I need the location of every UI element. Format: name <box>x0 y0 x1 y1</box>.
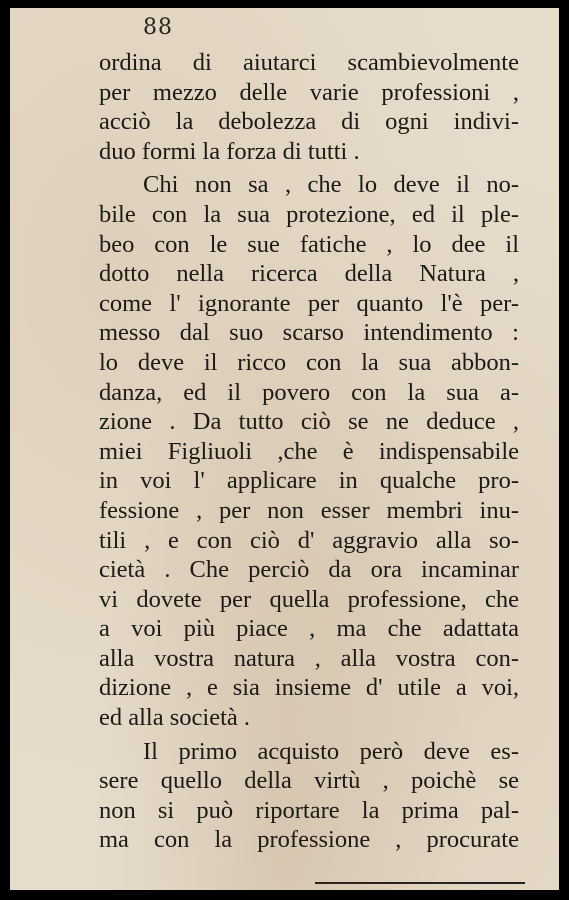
text-line: per mezzo delle varie professioni , <box>99 78 519 106</box>
book-page <box>10 8 559 890</box>
bottom-rule <box>315 882 525 884</box>
text-line: in voi l' applicare in qualche pro- <box>99 467 519 495</box>
text-line: duo formi la forza di tutti . <box>99 137 360 165</box>
text-line: dotto nella ricerca della Natura , <box>99 260 519 288</box>
paragraph-1 <box>99 48 519 166</box>
text-line: dizione , e sia insieme d' utile a voi, <box>99 674 519 702</box>
text-line: Chi non sa , che lo deve il no- <box>143 171 519 199</box>
text-line: ordina di aiutarci scambievolmente <box>99 49 519 76</box>
text-line: vi dovete per quella professione, che <box>99 585 519 613</box>
paragraph-2 <box>99 170 519 732</box>
text-line: sere quello della virtù , poichè se <box>99 767 519 795</box>
text-line: bile con la sua protezione, ed il ple- <box>99 200 519 228</box>
text-line: acciò la debolezza di ogni indivi- <box>99 108 519 136</box>
text-line: ed alla società . <box>99 704 251 732</box>
text-line: a voi più piace , ma che adattata <box>99 615 519 643</box>
text-line: miei Figliuoli ,che è indispensabile <box>99 437 519 465</box>
text-line: messo dal suo scarso intendimento : <box>99 319 519 347</box>
text-line: come l' ignorante per quanto l'è per- <box>99 289 519 317</box>
page-number: 88 <box>143 15 173 40</box>
paragraph-3 <box>99 737 519 855</box>
text-line: tili , e con ciò d' aggravio alla so- <box>99 526 519 554</box>
text-line: danza, ed il povero con la sua a- <box>99 378 519 406</box>
text-line: cietà . Che perciò da ora incaminar <box>99 556 519 584</box>
text-line: zione . Da tutto ciò se ne deduce , <box>99 408 519 436</box>
text-line: ma con la professione , procurate <box>99 826 519 854</box>
text-line: fessione , per non esser membri inu- <box>99 496 519 524</box>
text-line: Il primo acquisto però deve es- <box>143 737 519 765</box>
body-text <box>99 48 519 855</box>
text-line: non si può riportare la prima pal- <box>99 796 519 824</box>
text-line: alla vostra natura , alla vostra con- <box>99 644 519 672</box>
text-line: beo con le sue fatiche , lo dee il <box>99 230 519 258</box>
text-line: lo deve il ricco con la sua abbon- <box>99 348 519 376</box>
